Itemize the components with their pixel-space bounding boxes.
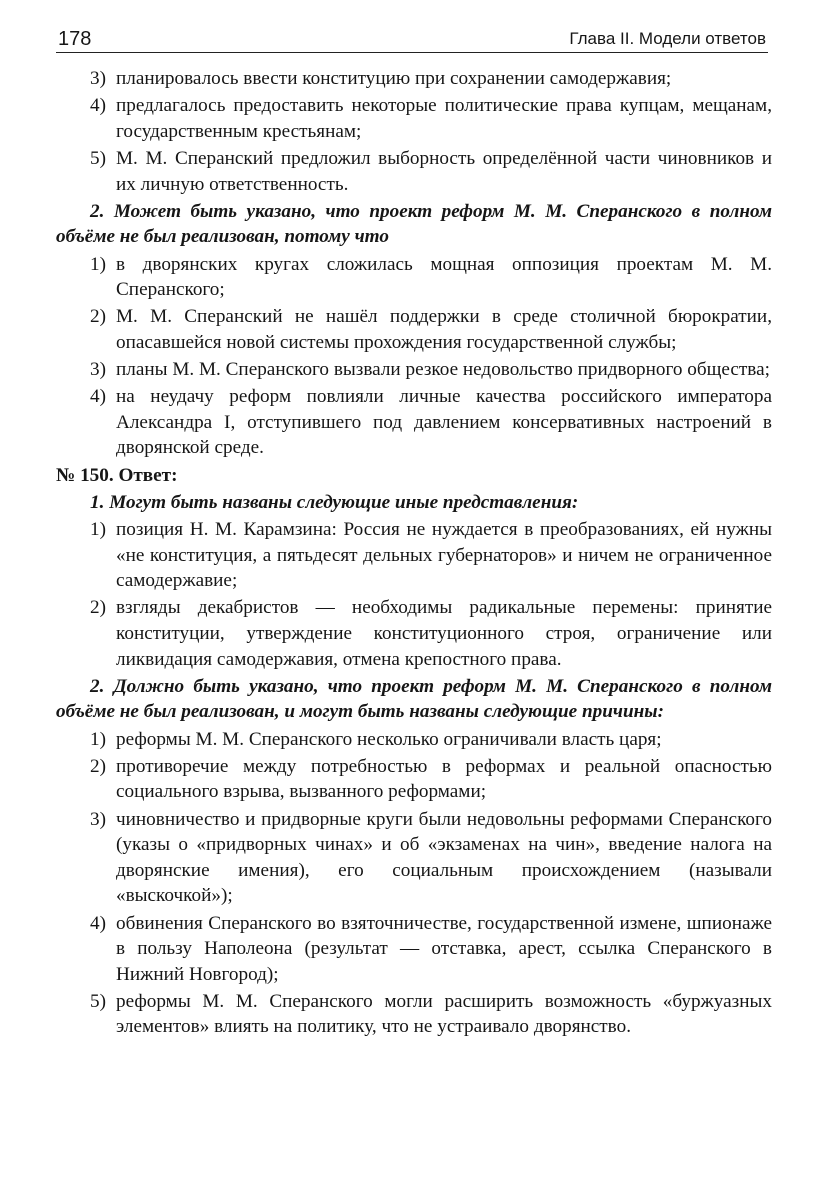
section-heading: 1. Могут быть названы следующие иные представления:	[90, 491, 579, 513]
list-item: 4) предлагалось предоставить некоторые политические права купцам, мещанам, государственным крестьянам;	[90, 95, 772, 142]
list-item: 2) взгляды декабристов — необходимы радикальные перемены: принятие конституции, утверждение конституционного строя, ограничение или ликвидация самодержавия, отмена крепостного права.	[90, 597, 772, 670]
list-item: 3) чиновничество и придворные круги были недовольны реформами Сперанского (указы о «придворных чинах» и об «экзаменах на чин», введение налога на дворянские имения), его социальным происхождением (называли «выскочкой»);	[90, 808, 772, 907]
list-item: 4) на неудачу реформ повлияли личные качества российского императора Александра I, отступившего под давлением консервативных настроений в дворянской среде.	[90, 386, 772, 459]
section-heading: 2. Должно быть указано, что проект реформ М. М. Сперанского в полном объёме не был реализован, и могут быть названы следующие причины:	[56, 675, 772, 723]
list-item: 5) М. М. Сперанский предложил выборность определённой части чиновников и их личную ответственность.	[90, 147, 772, 195]
list-item: 5) реформы М. М. Сперанского могли расширить возможность «буржуазных элементов» влиять на политику, что не устраивало дворянство.	[90, 990, 772, 1038]
page-body	[56, 66, 772, 1040]
list-item: 3) планировалось ввести конституцию при сохранении самодержавия;	[90, 68, 672, 89]
list-item: 1) в дворянских кругах сложилась мощная оппозиция проектам М. М. Сперанского;	[90, 253, 772, 301]
answer-heading: № 150. Ответ:	[56, 464, 178, 486]
list-item: 1) позиция Н. М. Карамзина: Россия не нуждается в преобразованиях, ей нужны «не конституция, а пятьдесят дельных губернаторов» и ничем не ограниченное самодержавие;	[90, 519, 772, 592]
list-item: 2) противоречие между потребностью в реформах и реальной опасностью социального взрыва, вызванного реформами;	[90, 755, 772, 803]
list-item: 2) М. М. Сперанский не нашёл поддержки в среде столичной бюрократии, опасавшейся новой системы прохождения государственной службы;	[90, 306, 772, 353]
page-header	[56, 20, 768, 53]
list-item: 3) планы М. М. Сперанского вызвали резкое недовольство придворного общества;	[90, 359, 770, 381]
section-heading: 2. Может быть указано, что проект реформ М. М. Сперанского в полном объёме не был реализован, потому что	[56, 200, 772, 248]
page-number: 178	[58, 28, 92, 50]
list-item: 4) обвинения Сперанского во взяточничестве, государственной измене, шпионаже в пользу Наполеона (результат — отставка, арест, ссылка Сперанского в Нижний Новгород);	[90, 912, 772, 985]
list-item: 1) реформы М. М. Сперанского несколько ограничивали власть царя;	[90, 728, 662, 750]
running-head: Глава II. Модели ответов	[569, 29, 766, 48]
